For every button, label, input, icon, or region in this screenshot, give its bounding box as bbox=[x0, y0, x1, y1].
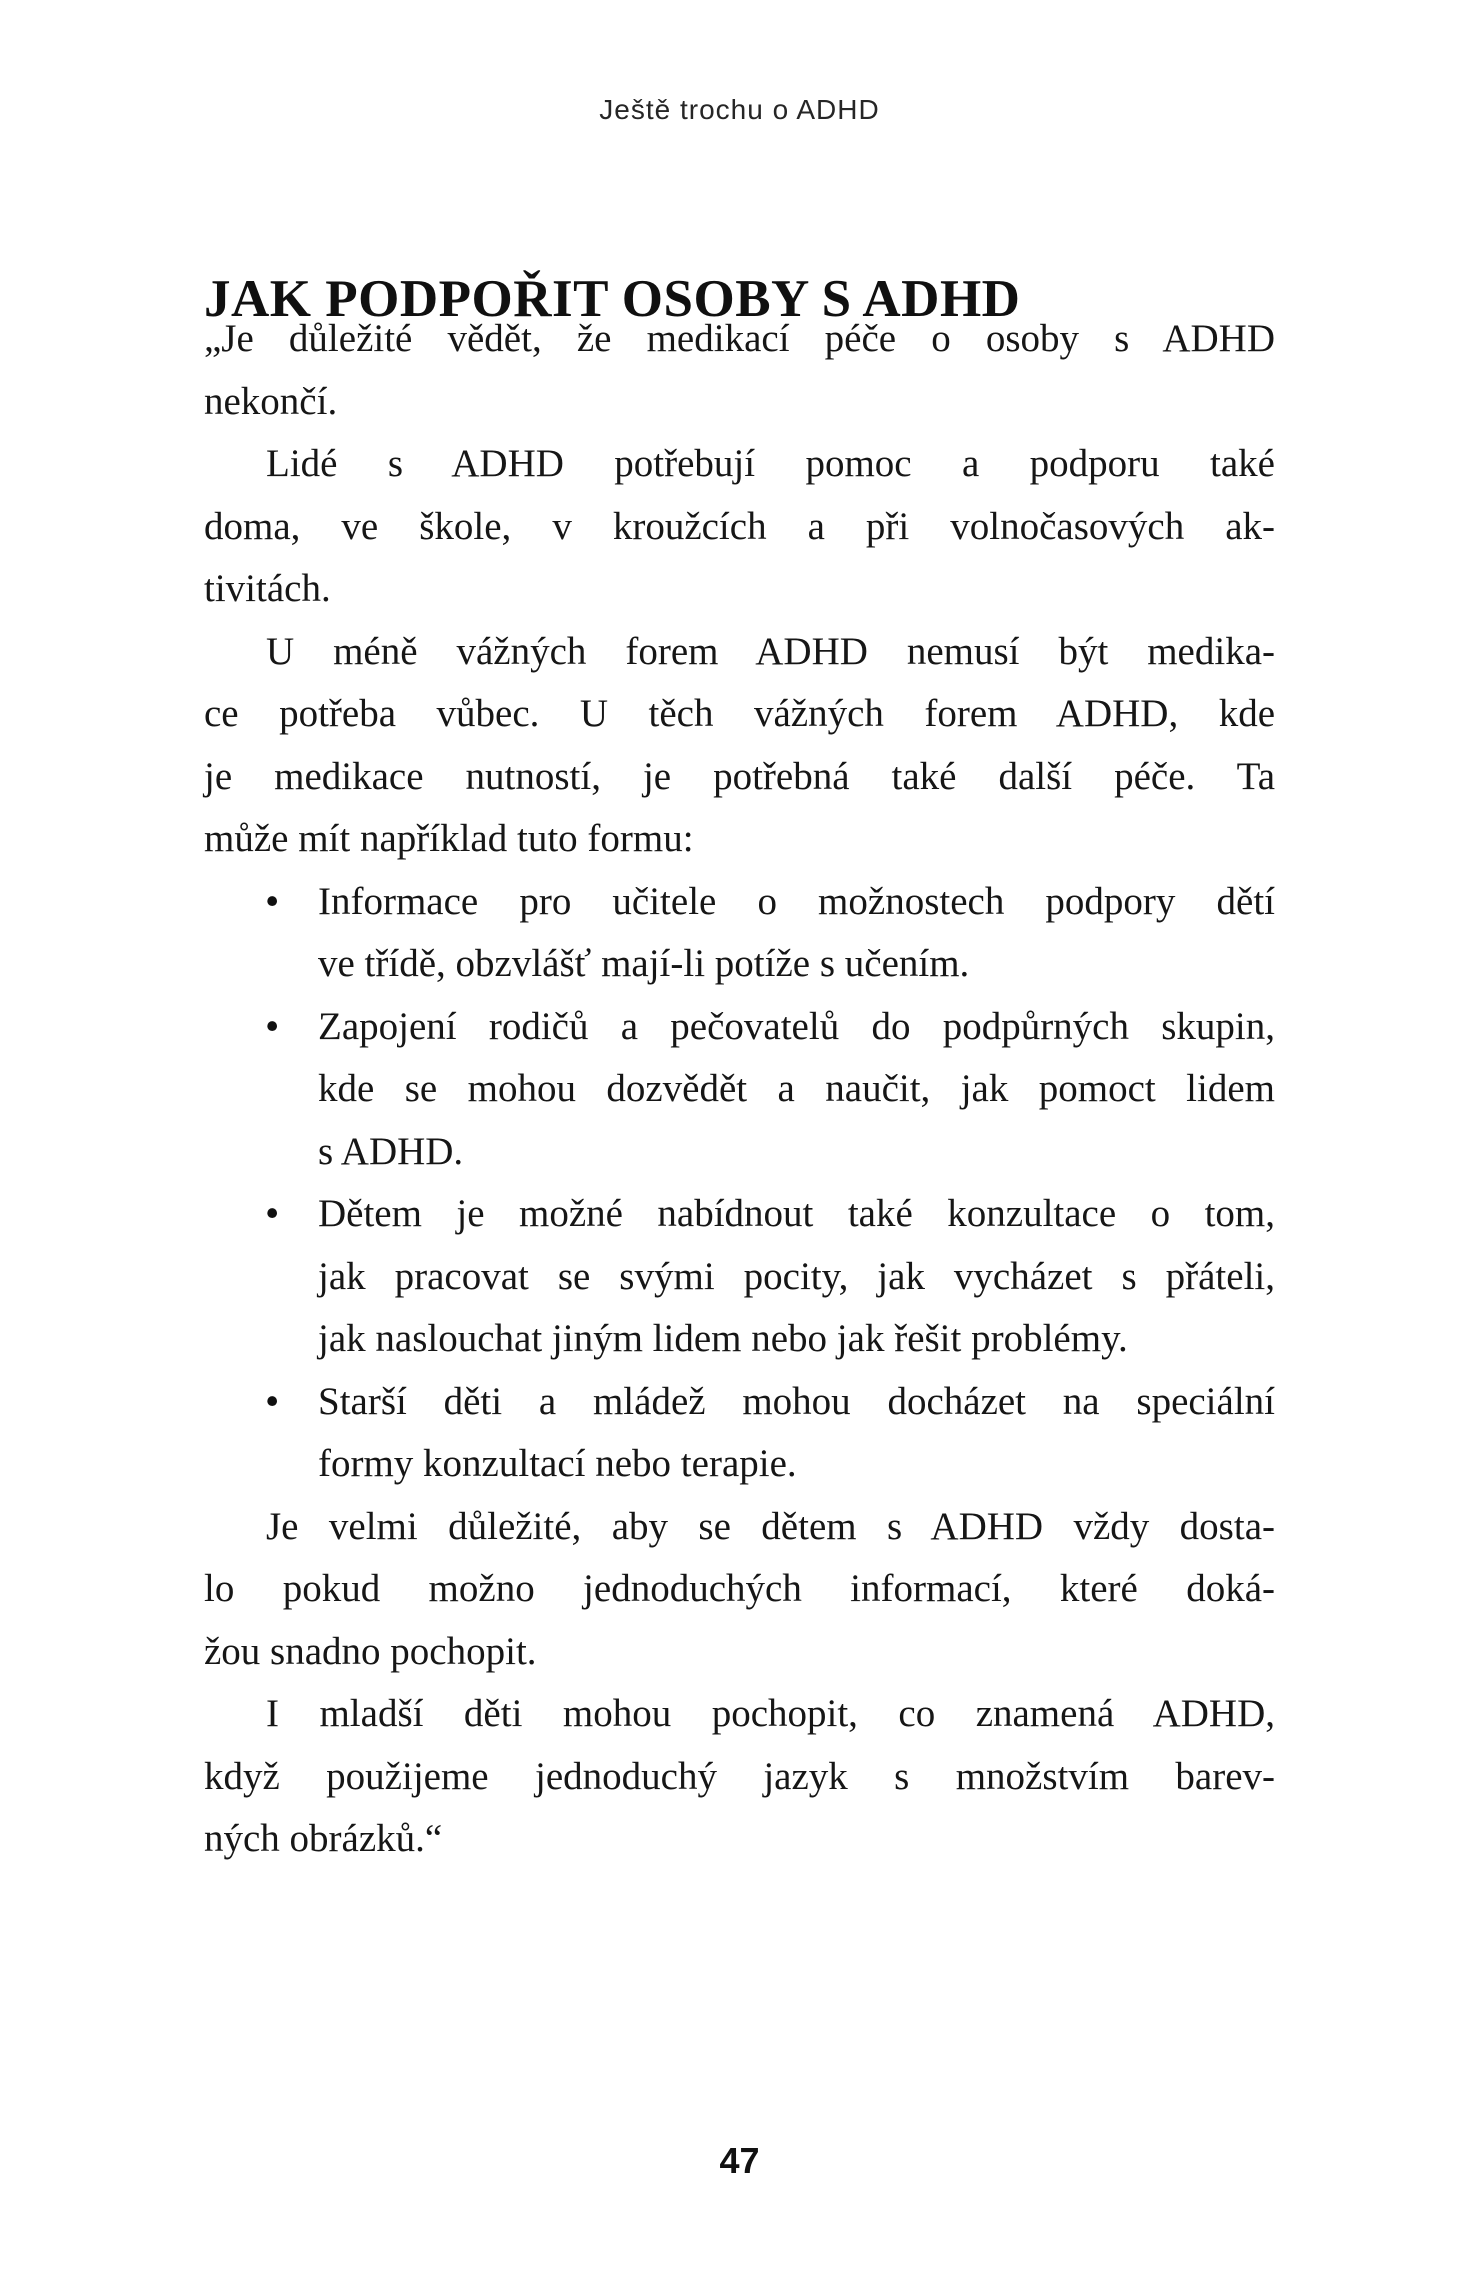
bullet-line: • Zapojení rodičů a pečovatelů do podpůrných skupin, bbox=[204, 996, 1275, 1059]
bullet-line: formy konzultací nebo terapie. bbox=[318, 1442, 797, 1485]
bullet-line: kde se mohou dozvědět a naučit, jak pomoct lidem bbox=[318, 1067, 1275, 1110]
paragraph-line: Lidé s ADHD potřebují pomoc a podporu také bbox=[266, 442, 1275, 485]
bullet-icon: • bbox=[265, 1003, 280, 1049]
paragraph-line: ce potřeba vůbec. U těch vážných forem ADHD, kde bbox=[204, 692, 1275, 735]
paragraph-line: lo pokud možno jednoduchých informací, které doká- bbox=[204, 1567, 1275, 1610]
paragraph-line: doma, ve škole, v kroužcích a při volnočasových ak- bbox=[204, 504, 1275, 548]
bullet-icon: • bbox=[265, 1191, 280, 1236]
bullet-line: • Informace pro učitele o možnostech podpory dětí bbox=[204, 871, 1275, 934]
paragraph-line: ných obrázků.“ bbox=[204, 1817, 443, 1860]
paragraph-line: nekončí. bbox=[204, 379, 338, 423]
paragraph-line: „Je důležité vědět, že medikací péče o osoby s ADHD bbox=[204, 317, 1275, 360]
bullet-line: • Dětem je možné nabídnout také konzultace o tom, bbox=[204, 1183, 1275, 1246]
running-head: Ještě trochu o ADHD bbox=[599, 94, 880, 125]
paragraph-line: může mít například tuto formu: bbox=[204, 817, 694, 860]
paragraph-line: Je velmi důležité, aby se dětem s ADHD vždy dosta- bbox=[266, 1504, 1275, 1548]
bullet-icon: • bbox=[265, 878, 280, 924]
paragraph-line: U méně vážných forem ADHD nemusí být medika- bbox=[266, 629, 1275, 673]
bullet-line: s ADHD. bbox=[318, 1129, 464, 1173]
paragraph-line: žou snadno pochopit. bbox=[204, 1629, 537, 1673]
bullet-line: • Starší děti a mládež mohou docházet na speciální bbox=[204, 1371, 1275, 1434]
paragraph-line: je medikace nutností, je potřebná také další péče. Ta bbox=[204, 754, 1275, 798]
paragraph-line: když použijeme jednoduchý jazyk s množstvím barev- bbox=[204, 1754, 1275, 1798]
body-text bbox=[204, 308, 1275, 1871]
paragraph-line: tivitách. bbox=[204, 567, 331, 610]
section-heading: JAK PODPOŘIT OSOBY S ADHD bbox=[204, 269, 1021, 328]
bullet-line: jak naslouchat jiným lidem nebo jak řešit problémy. bbox=[318, 1317, 1128, 1360]
bullet-line: jak pracovat se svými pocity, jak vycházet s přáteli, bbox=[318, 1254, 1275, 1298]
page-number: 47 bbox=[719, 2140, 760, 2181]
paragraph-line: I mladší děti mohou pochopit, co znamená ADHD, bbox=[266, 1692, 1275, 1735]
bullet-line: ve třídě, obzvlášť mají-li potíže s učením. bbox=[318, 942, 970, 985]
bullet-icon: • bbox=[265, 1378, 280, 1424]
